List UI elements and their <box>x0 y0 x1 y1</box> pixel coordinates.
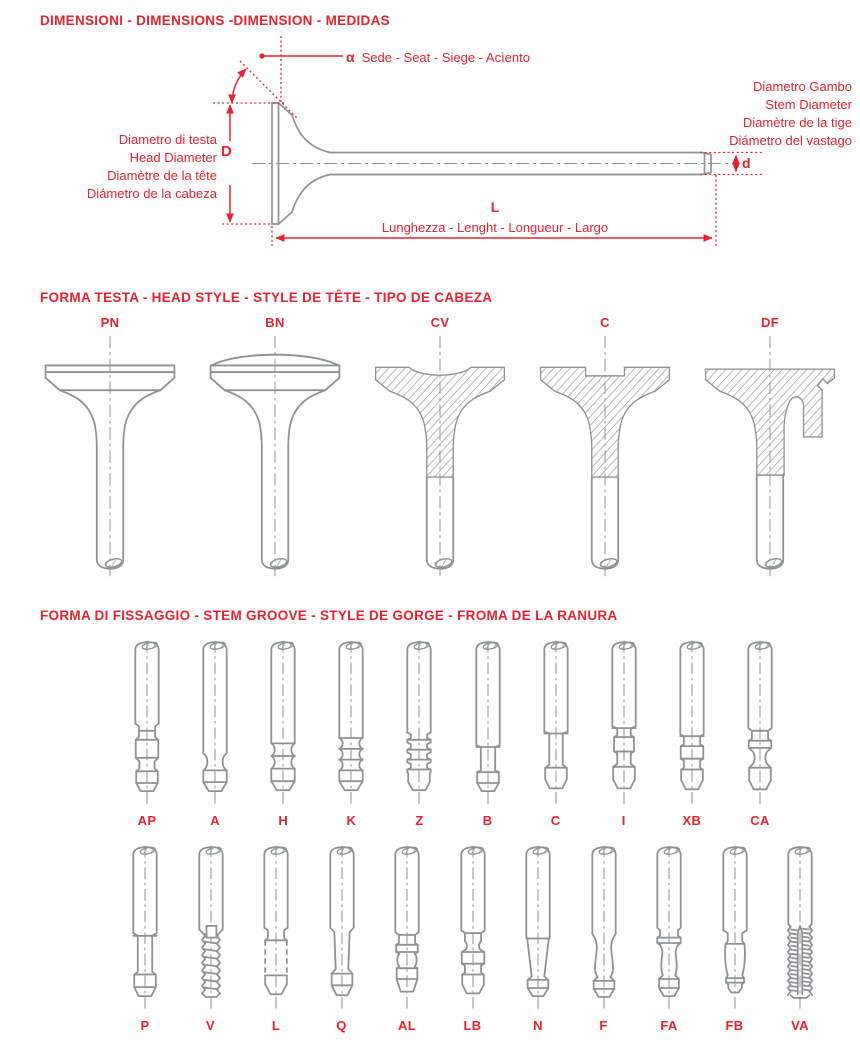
stem-groove-label: FB <box>725 1018 744 1033</box>
stem-groove-item-C <box>529 639 583 828</box>
stem-groove-drawing-Q <box>315 844 369 1015</box>
stem-groove-item-F <box>577 844 631 1033</box>
stem-groove-drawing-H <box>256 639 310 810</box>
head-style-item-CV <box>364 315 516 582</box>
stem-groove-label: Q <box>336 1018 347 1033</box>
head-diameter-line-fr: Diamètre de la tête <box>107 168 217 183</box>
stem-groove-drawing-Z <box>392 639 446 810</box>
stem-groove-label: L <box>271 1018 281 1033</box>
stem-groove-item-A <box>188 639 242 828</box>
stem-groove-drawing-F <box>577 844 631 1015</box>
seat-label-text: Sede - Seat - Siege - Acìento <box>361 50 530 65</box>
head-style-item-DF <box>694 315 846 582</box>
head-diameter-line-en: Head Diameter <box>129 150 217 165</box>
head-style-item-C <box>529 315 681 582</box>
stem-groove-drawing-AL <box>380 844 434 1015</box>
dimensions-section-title: DIMENSIONI - DIMENSIONS -DIMENSION - MEDIDAS <box>40 13 390 28</box>
head-style-item-BN <box>199 315 351 582</box>
stem-groove-drawing-P <box>118 844 172 1015</box>
stem-groove-drawing-K <box>324 639 378 810</box>
stem-groove-row-2 <box>118 844 827 1033</box>
stem-groove-item-I <box>597 639 651 828</box>
stem-groove-item-P <box>118 844 172 1033</box>
head-style-row <box>34 315 846 582</box>
stem-groove-item-Q <box>315 844 369 1033</box>
head-diameter-label <box>87 131 217 203</box>
stem-groove-section-title: FORMA DI FISSAGGIO - STEM GROOVE - STYLE DE GORGE - FROMA DE LA RANURA <box>40 608 618 623</box>
stem-groove-item-Z <box>392 639 446 828</box>
stem-groove-drawing-FB <box>708 844 762 1015</box>
head-diameter-line-it: Diametro di testa <box>118 132 217 147</box>
head-style-label: C <box>600 315 610 330</box>
stem-groove-drawing-I <box>597 639 651 810</box>
stem-groove-drawing-V <box>184 844 238 1015</box>
stem-groove-label: B <box>482 813 493 828</box>
head-style-drawing-CV <box>365 332 515 582</box>
stem-groove-item-V <box>184 844 238 1033</box>
head-style-label: DF <box>761 315 779 330</box>
stem-groove-item-N <box>511 844 565 1033</box>
stem-groove-item-B <box>461 639 515 828</box>
stem-groove-item-VA <box>773 844 827 1033</box>
stem-groove-item-XB <box>665 639 719 828</box>
stem-diameter-label <box>729 78 852 150</box>
stem-groove-label: K <box>346 813 357 828</box>
seat-angle-label <box>346 48 530 67</box>
stem-groove-item-FA <box>642 844 696 1033</box>
stem-groove-drawing-VA <box>773 844 827 1015</box>
stem-groove-item-CA <box>733 639 787 828</box>
stem-groove-label: H <box>278 813 289 828</box>
stem-groove-label: F <box>599 1018 608 1033</box>
head-style-item-PN <box>34 315 186 582</box>
dimension-d: d <box>742 155 751 171</box>
head-style-section-title: FORMA TESTA - HEAD STYLE - STYLE DE TÊTE - TIPO DE CABEZA <box>40 290 493 305</box>
dimension-D: D <box>221 143 232 160</box>
length-label: Lunghezza - Lenght - Longueur - Largo <box>381 220 609 235</box>
stem-groove-label: AL <box>398 1018 416 1033</box>
stem-groove-label: VA <box>791 1018 809 1033</box>
stem-groove-item-LB <box>446 844 500 1033</box>
stem-groove-drawing-A <box>188 639 242 810</box>
stem-groove-drawing-CA <box>733 639 787 810</box>
stem-diameter-line-fr: Diamètre de la tige <box>742 115 852 130</box>
alpha-symbol: α <box>346 49 355 65</box>
dimension-L: L <box>490 199 500 215</box>
seat-callout-dot <box>259 53 264 58</box>
head-style-label: BN <box>265 315 285 330</box>
head-style-drawing-C <box>530 332 680 582</box>
stem-groove-label: AP <box>137 813 157 828</box>
stem-groove-drawing-C <box>529 639 583 810</box>
head-style-drawing-DF <box>695 332 845 582</box>
stem-groove-item-L <box>249 844 303 1033</box>
stem-groove-label: LB <box>463 1018 482 1033</box>
stem-groove-drawing-N <box>511 844 565 1015</box>
stem-groove-label: N <box>533 1018 543 1033</box>
head-style-drawing-PN <box>35 332 185 582</box>
head-diameter-line-es: Diámetro de la cabeza <box>86 186 217 201</box>
stem-groove-item-H <box>256 639 310 828</box>
seat-angle-arc <box>232 69 246 103</box>
stem-groove-drawing-B <box>461 639 515 810</box>
stem-groove-label: CA <box>750 813 770 828</box>
head-style-drawing-BN <box>200 332 350 582</box>
valve-dimension-figure <box>0 34 860 260</box>
stem-diameter-line-es: Diámetro del vastago <box>729 133 852 148</box>
stem-groove-drawing-FA <box>642 844 696 1015</box>
stem-groove-item-AP <box>120 639 174 828</box>
head-style-label: PN <box>100 315 120 330</box>
stem-groove-drawing-L <box>249 844 303 1015</box>
stem-groove-drawing-XB <box>665 639 719 810</box>
stem-diameter-line-it: Diametro Gambo <box>753 79 852 94</box>
stem-groove-item-AL <box>380 844 434 1033</box>
stem-groove-item-FB <box>708 844 762 1033</box>
stem-groove-label: V <box>206 1018 215 1033</box>
stem-groove-label: FA <box>660 1018 678 1033</box>
stem-groove-drawing-AP <box>120 639 174 810</box>
stem-groove-label: Z <box>415 813 424 828</box>
stem-groove-row-1 <box>120 639 787 828</box>
stem-groove-label: P <box>140 1018 150 1033</box>
head-style-label: CV <box>430 315 450 330</box>
stem-groove-item-K <box>324 639 378 828</box>
stem-diameter-line-en: Stem Diameter <box>765 97 852 112</box>
stem-groove-label: A <box>210 813 220 828</box>
stem-groove-label: XB <box>682 813 702 828</box>
stem-groove-label: C <box>550 813 561 828</box>
stem-groove-label: I <box>621 813 626 828</box>
stem-groove-drawing-LB <box>446 844 500 1015</box>
